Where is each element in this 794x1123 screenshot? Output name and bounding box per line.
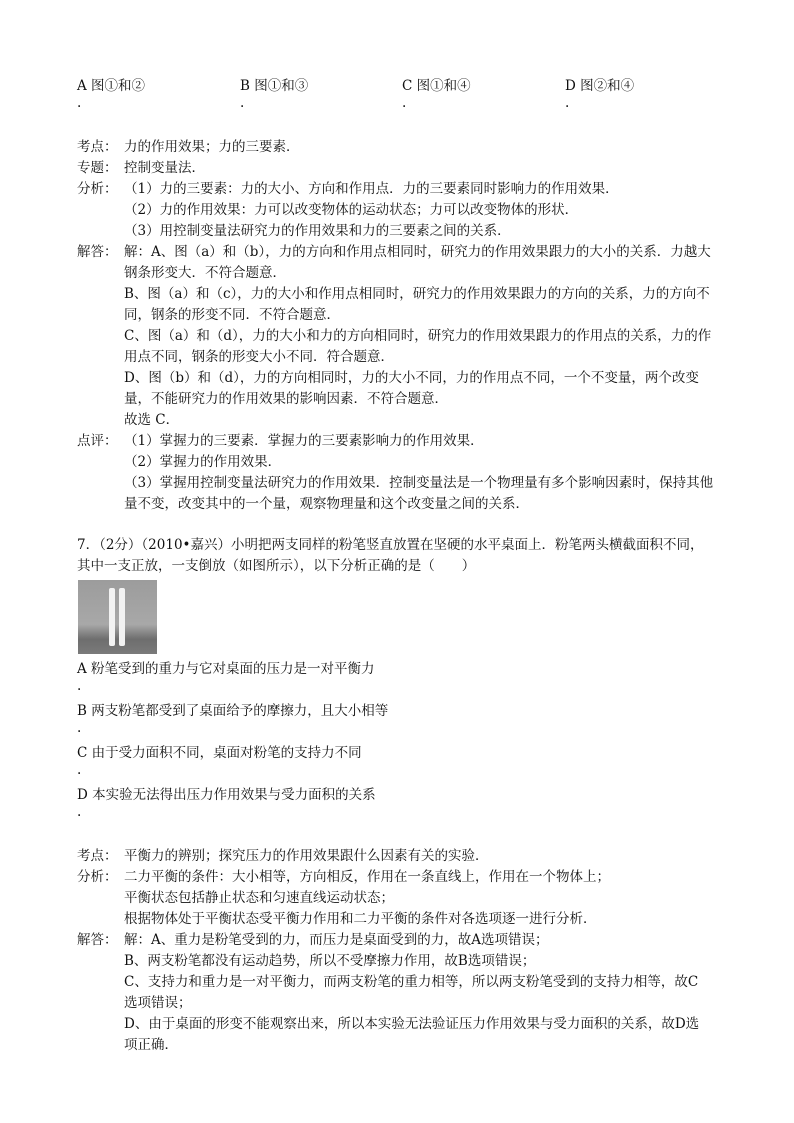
fenxi-text: （1）力的三要素：力的大小、方向和作用点．力的三要素同时影响力的作用效果． <box>124 181 619 197</box>
jieda-line: C、图（a）和（d），力的大小和力的方向相同时，研究力的作用效果跟力的作用点的关系，力的作 <box>124 328 712 344</box>
kaodian-text: 力的作用效果；力的三要素． <box>124 139 300 155</box>
dianping-line: （3）掌握用控制变量法研究力的作用效果．控制变量法是一个物理量有多个影响因素时，保持其他 <box>124 475 714 491</box>
jieda-line: 同，钢条的形变不同．不符合题意． <box>124 307 340 323</box>
option-dot: . <box>77 678 82 694</box>
option-text: A 图①和② <box>77 78 146 94</box>
q6-option-c[interactable] <box>402 76 552 116</box>
q6-analysis <box>77 137 727 515</box>
dianping-label: 点评： <box>77 433 118 449</box>
jieda-line: 选项错误； <box>124 995 192 1011</box>
q7-option-b[interactable]: B 两支粉笔都受到了桌面给予的摩擦力，且大小相等 <box>77 703 389 719</box>
q7-option-d[interactable]: D 本实验无法得出压力作用效果与受力面积的关系 <box>77 787 376 803</box>
kaodian-line <box>77 137 727 158</box>
option-dot: . <box>77 720 82 736</box>
kaodian-label: 考点： <box>77 848 118 864</box>
chalk-stick <box>109 588 115 646</box>
jieda-text: 解：A、图（a）和（b），力的方向和作用点相同时，研究力的作用效果跟力的大小的关系．力越大 <box>124 244 711 260</box>
option-text: B 图①和③ <box>240 78 309 94</box>
fenxi-line: 根据物体处于平衡状态受平衡力作用和二力平衡的条件对各选项逐一进行分析． <box>124 911 597 927</box>
q6-option-d[interactable] <box>565 76 715 116</box>
chalk-stick <box>119 588 125 646</box>
jieda-line <box>77 930 727 951</box>
q7-option-c[interactable]: C 由于受力面积不同，桌面对粉笔的支持力不同 <box>77 745 362 761</box>
fenxi-line: 平衡状态包括静止状态和匀速直线运动状态； <box>124 890 394 906</box>
q7-stem-line: 7．（2分）（2010•嘉兴）小明把两支同样的粉笔竖直放置在坚硬的水平桌面上．粉笔两头横截面积不同， <box>77 537 704 553</box>
jieda-label: 解答： <box>77 244 118 260</box>
kaodian-line <box>77 846 727 867</box>
zhuanti-line <box>77 158 727 179</box>
jieda-line: 用点不同，钢条的形变大小不同．符合题意． <box>124 349 394 365</box>
jieda-line: 量，不能研究力的作用效果的影响因素．不符合题意． <box>124 391 448 407</box>
q6-options <box>77 76 737 118</box>
jieda-line: 项正确． <box>124 1037 178 1053</box>
jieda-line <box>77 242 727 263</box>
fenxi-label: 分析： <box>77 869 118 885</box>
jieda-line: D、图（b）和（d），力的方向相同时，力的大小不同，力的作用点不同，一个不变量，两个改变 <box>124 370 699 386</box>
jieda-line: B、两支粉笔都没有运动趋势，所以不受摩擦力作用，故B选项错误； <box>124 953 536 969</box>
jieda-line: 故选 C． <box>124 412 180 428</box>
option-dot: . <box>77 95 82 111</box>
option-dot: . <box>240 95 245 111</box>
zhuanti-label: 专题： <box>77 160 118 176</box>
dianping-line: 量不变，改变其中的一个量，观察物理量和这个改变量之间的关系． <box>124 496 529 512</box>
jieda-line: 钢条形变大．不符合题意． <box>124 265 286 281</box>
fenxi-text: 二力平衡的条件：大小相等，方向相反，作用在一条直线上，作用在一个物体上； <box>124 869 610 885</box>
jieda-label: 解答： <box>77 932 118 948</box>
jieda-line: B、图（a）和（c），力的大小和作用点相同时，研究力的作用效果跟力的方向的关系，力的方向不 <box>124 286 710 302</box>
q7-stem <box>77 535 727 577</box>
kaodian-text: 平衡力的辨别；探究压力的作用效果跟什么因素有关的实验． <box>124 848 489 864</box>
option-dot: . <box>77 762 82 778</box>
fenxi-line: （3）用控制变量法研究力的作用效果和力的三要素之间的关系． <box>124 223 511 239</box>
jieda-line: D、由于桌面的形变不能观察出来，所以本实验无法验证压力作用效果与受力面积的关系，故D选 <box>124 1016 700 1032</box>
option-text: C 图①和④ <box>402 78 471 94</box>
dianping-text: （1）掌握力的三要素．掌握力的三要素影响力的作用效果． <box>124 433 484 449</box>
option-dot: . <box>565 95 570 111</box>
zhuanti-text: 控制变量法． <box>124 160 205 176</box>
q7-option-a[interactable]: A 粉笔受到的重力与它对桌面的压力是一对平衡力 <box>77 661 375 677</box>
chalk-photo <box>78 580 157 654</box>
fenxi-label: 分析： <box>77 181 118 197</box>
dianping-line <box>77 431 727 452</box>
option-text: D 图②和④ <box>565 78 635 94</box>
q7-stem-line: 其中一支正放，一支倒放（如图所示），以下分析正确的是（ ） <box>77 558 476 574</box>
q7-options <box>77 659 727 827</box>
kaodian-label: 考点： <box>77 139 118 155</box>
option-dot: . <box>402 95 407 111</box>
fenxi-line <box>77 179 727 200</box>
dianping-line: （2）掌握力的作用效果． <box>124 454 282 470</box>
q7-analysis <box>77 846 727 1056</box>
fenxi-line: （2）力的作用效果：力可以改变物体的运动状态；力可以改变物体的形状． <box>124 202 579 218</box>
q6-option-b[interactable] <box>240 76 390 116</box>
jieda-text: 解：A、重力是粉笔受到的力，而压力是桌面受到的力，故A选项错误； <box>124 932 549 948</box>
fenxi-line <box>77 867 727 888</box>
q6-option-a[interactable] <box>77 76 227 116</box>
jieda-line: C、支持力和重力是一对平衡力，而两支粉笔的重力相等，所以两支粉笔受到的支持力相等，故C <box>124 974 699 990</box>
option-dot: . <box>77 804 82 820</box>
